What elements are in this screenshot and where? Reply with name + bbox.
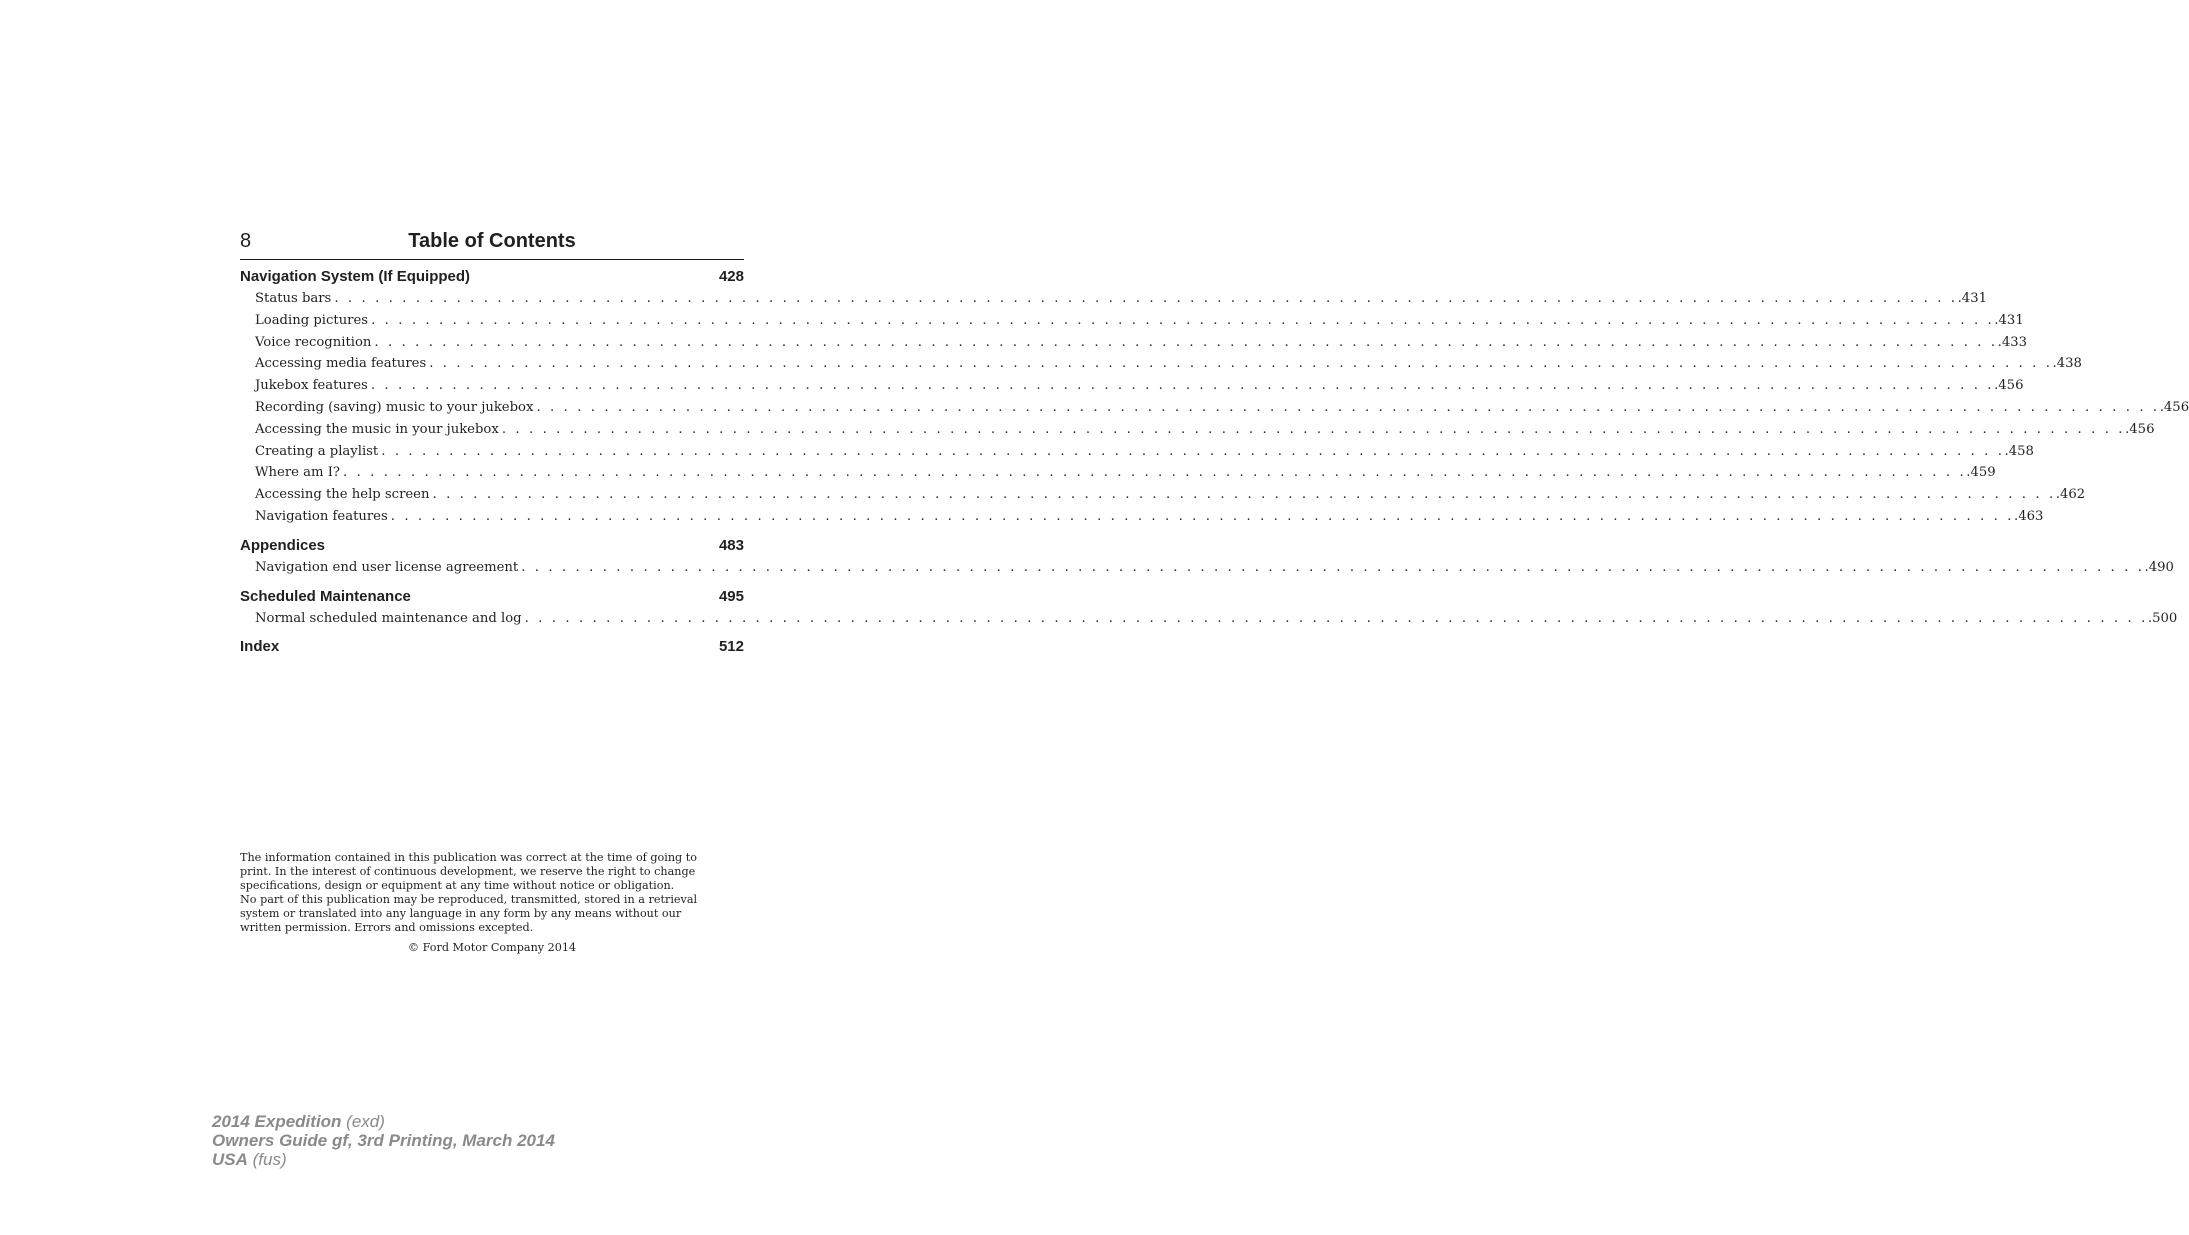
toc-entry-label: Status bars [255,291,332,306]
disclaimer-line: specifications, design or equipment at any time without notice or obligation. [240,879,675,892]
toc-entry-label: Accessing the music in your jukebox [255,421,499,437]
toc-entry-label: Navigation features [255,508,388,524]
toc-entry-page: .458 [2004,443,2034,459]
toc-entry-page: .438 [2052,356,2082,372]
toc-section-title: Navigation System (If Equipped) [240,268,471,285]
toc-entry-page: .463 [2014,508,2044,524]
toc-section-title: Index [240,638,280,656]
toc-entry[interactable] [240,484,2086,506]
toc-entry[interactable] [240,310,2024,332]
footer-model: 2014 Expedition [212,1112,342,1131]
toc-section-page: 495 [718,587,744,605]
footer-model-line [212,1112,555,1131]
toc-entry-page: .433 [1997,334,2028,350]
toc-entry[interactable] [240,557,2174,579]
toc-entry-label: Accessing the help screen [255,487,430,503]
table-of-contents [240,266,2189,658]
toc-entry-page: .456 [2159,399,2189,415]
disclaimer-line: print. In the interest of continuous development, we reserve the right to change [240,865,696,878]
footer-market: USA [212,1150,248,1169]
page-header [240,228,744,260]
toc-entry[interactable] [240,608,2178,630]
copyright-notice: © Ford Motor Company 2014 [407,941,577,954]
dot-leader: . . . . . . . . . . . . . . . . . . . . . . . . . . . . . . . . . . . . . . . . . . . . . . . . . . . . . . . . . . . . . . . . . . . . . . . . . . . . . . . . . . . . . . . . . . . . . . . . . . . . . . . . . . . . . . . . . . . . . . . . [429,356,2053,372]
toc-entry-page: .431 [1994,312,2024,328]
toc-entry-label: Normal scheduled maintenance and log [255,610,522,626]
toc-section [240,266,2189,528]
toc-entry[interactable] [240,332,2028,354]
toc-section-page: 512 [718,638,744,656]
toc-section [240,535,2174,579]
document-footer [212,1112,555,1169]
toc-entry-page: .462 [2055,487,2086,503]
toc-entry-label: Recording (saving) music to your jukebox [255,399,534,415]
toc-section-page: 483 [718,536,744,554]
toc-entry-page: .500 [2147,610,2178,626]
dot-leader: . . . . . . . . . . . . . . . . . . . . . . . . . . . . . . . . . . . . . . . . . . . . . . . . . . . . . . . . . . . . . . . . . . . . . . . . . . . . . . . . . . . . . . . . . . . . . . . . . . . . . . . . . . . . . . . . . . . . . . . . [381,443,2005,459]
toc-entry-page: .490 [2144,559,2174,575]
footer-guide: Owners Guide gf, 3rd Printing, March 2014 [212,1131,555,1150]
dot-leader: . . . . . . . . . . . . . . . . . . . . . . . . . . . . . . . . . . . . . . . . . . . . . . . . . . . . . . . . . . . . . . . . . . . . . . . . . . . . . . . . . . . . . . . . . . . . . . . . . . . . . . . . . . . . . . . . . . . . . . . . [432,487,2056,503]
toc-entry[interactable] [240,419,2155,441]
toc-entry-page: .456 [1994,378,2024,394]
disclaimer [240,851,744,935]
disclaimer-line: written permission. Errors and omissions excepted. [240,921,534,934]
toc-section-heading[interactable] [240,586,744,608]
toc-entry[interactable] [240,506,2044,528]
dot-leader: . . . . . . . . . . . . . . . . . . . . . . . . . . . . . . . . . . . . . . . . . . . . . . . . . . . . . . . . . . . . . . . . . . . . . . . . . . . . . . . . . . . . . . . . . . . . . . . . . . . . . . . . . . . . . . . . . . . . . . . . [390,508,2015,524]
disclaimer-line: system or translated into any language in any form by any means without our [240,907,682,920]
toc-entry[interactable] [240,353,2082,375]
toc-section-title: Appendices [240,536,326,554]
dot-leader: . . . . . . . . . . . . . . . . . . . . . . . . . . . . . . . . . . . . . . . . . . . . . . . . . . . . . . . . . . . . . . . . . . . . . . . . . . . . . . . . . . . . . . . . . . . . . . . . . . . . . . . . . . . . . . . . . . . . . . . . [521,559,2145,575]
toc-entry-label: Creating a playlist [255,443,379,459]
toc-section-heading[interactable] [240,266,744,288]
toc-entry-label: Loading pictures [255,312,369,328]
toc-section [240,636,744,658]
footer-market-code: (fus) [252,1150,287,1169]
toc-entry-page: .459 [1966,465,1996,481]
toc-entry-label: Where am I? [255,465,340,481]
toc-section-heading[interactable] [240,535,744,557]
toc-entry-label: Accessing media features [255,356,427,372]
dot-leader: . . . . . . . . . . . . . . . . . . . . . . . . . . . . . . . . . . . . . . . . . . . . . . . . . . . . . . . . . . . . . . . . . . . . . . . . . . . . . . . . . . . . . . . . . . . . . . . . . . . . . . . . . . . . . . . . . . . . . . . . [524,610,2148,626]
toc-section-page: 428 [718,268,744,285]
disclaimer-line: No part of this publication may be reproduced, transmitted, stored in a retrieval [240,893,698,906]
toc-section [240,586,2178,630]
toc-entry-page: .431 [1957,291,1987,306]
page-number: 8 [240,230,252,252]
dot-leader: . . . . . . . . . . . . . . . . . . . . . . . . . . . . . . . . . . . . . . . . . . . . . . . . . . . . . . . . . . . . . . . . . . . . . . . . . . . . . . . . . . . . . . . . . . . . . . . . . . . . . . . . . . . . . . . . . . . . . . . . [536,399,2160,415]
toc-entry-label: Navigation end user license agreement [255,559,519,575]
toc-entry-label: Voice recognition [255,334,372,350]
toc-section-title: Scheduled Maintenance [240,587,411,605]
dot-leader: . . . . . . . . . . . . . . . . . . . . . . . . . . . . . . . . . . . . . . . . . . . . . . . . . . . . . . . . . . . . . . . . . . . . . . . . . . . . . . . . . . . . . . . . . . . . . . . . . . . . . . . . . . . . . . . . . . . . . . . . [374,334,1998,350]
dot-leader: . . . . . . . . . . . . . . . . . . . . . . . . . . . . . . . . . . . . . . . . . . . . . . . . . . . . . . . . . . . . . . . . . . . . . . . . . . . . . . . . . . . . . . . . . . . . . . . . . . . . . . . . . . . . . . . . . . . . . . . . [370,378,1995,394]
dot-leader: . . . . . . . . . . . . . . . . . . . . . . . . . . . . . . . . . . . . . . . . . . . . . . . . . . . . . . . . . . . . . . . . . . . . . . . . . . . . . . . . . . . . . . . . . . . . . . . . . . . . . . . . . . . . . . . . . . . . . . . . [501,421,2126,437]
toc-entry-label: Jukebox features [255,378,368,394]
toc-entry[interactable] [240,397,2189,419]
toc-entry[interactable] [240,441,2034,463]
dot-leader: . . . . . . . . . . . . . . . . . . . . . . . . . . . . . . . . . . . . . . . . . . . . . . . . . . . . . . . . . . . . . . . . . . . . . . . . . . . . . . . . . . . . . . . . . . . . . . . . . . . . . . . . . . . . . . . . . . . . . . . . [343,465,1967,481]
disclaimer-line: The information contained in this publication was correct at the time of going to [240,851,697,864]
dot-leader: . . . . . . . . . . . . . . . . . . . . . . . . . . . . . . . . . . . . . . . . . . . . . . . . . . . . . . . . . . . . . . . . . . . . . . . . . . . . . . . . . . . . . . . . . . . . . . . . . . . . . . . . . . . . . . . . . . . . . . . . [371,312,1995,328]
toc-entry[interactable] [240,462,1996,484]
toc-entry[interactable] [240,375,2024,397]
footer-model-code: (exd) [346,1112,385,1131]
dot-leader: . . . . . . . . . . . . . . . . . . . . . . . . . . . . . . . . . . . . . . . . . . . . . . . . . . . . . . . . . . . . . . . . . . . . . . . . . . . . . . . . . . . . . . . . . . . . . . . . . . . . . . . . . . . . . . . . . . . . . . . . [334,291,1958,306]
page-title: Table of Contents [408,230,576,252]
toc-section-heading[interactable] [240,636,744,658]
toc-entry-page: .456 [2125,421,2155,437]
footer-market-line [212,1150,555,1169]
toc-entry[interactable] [240,288,1987,310]
